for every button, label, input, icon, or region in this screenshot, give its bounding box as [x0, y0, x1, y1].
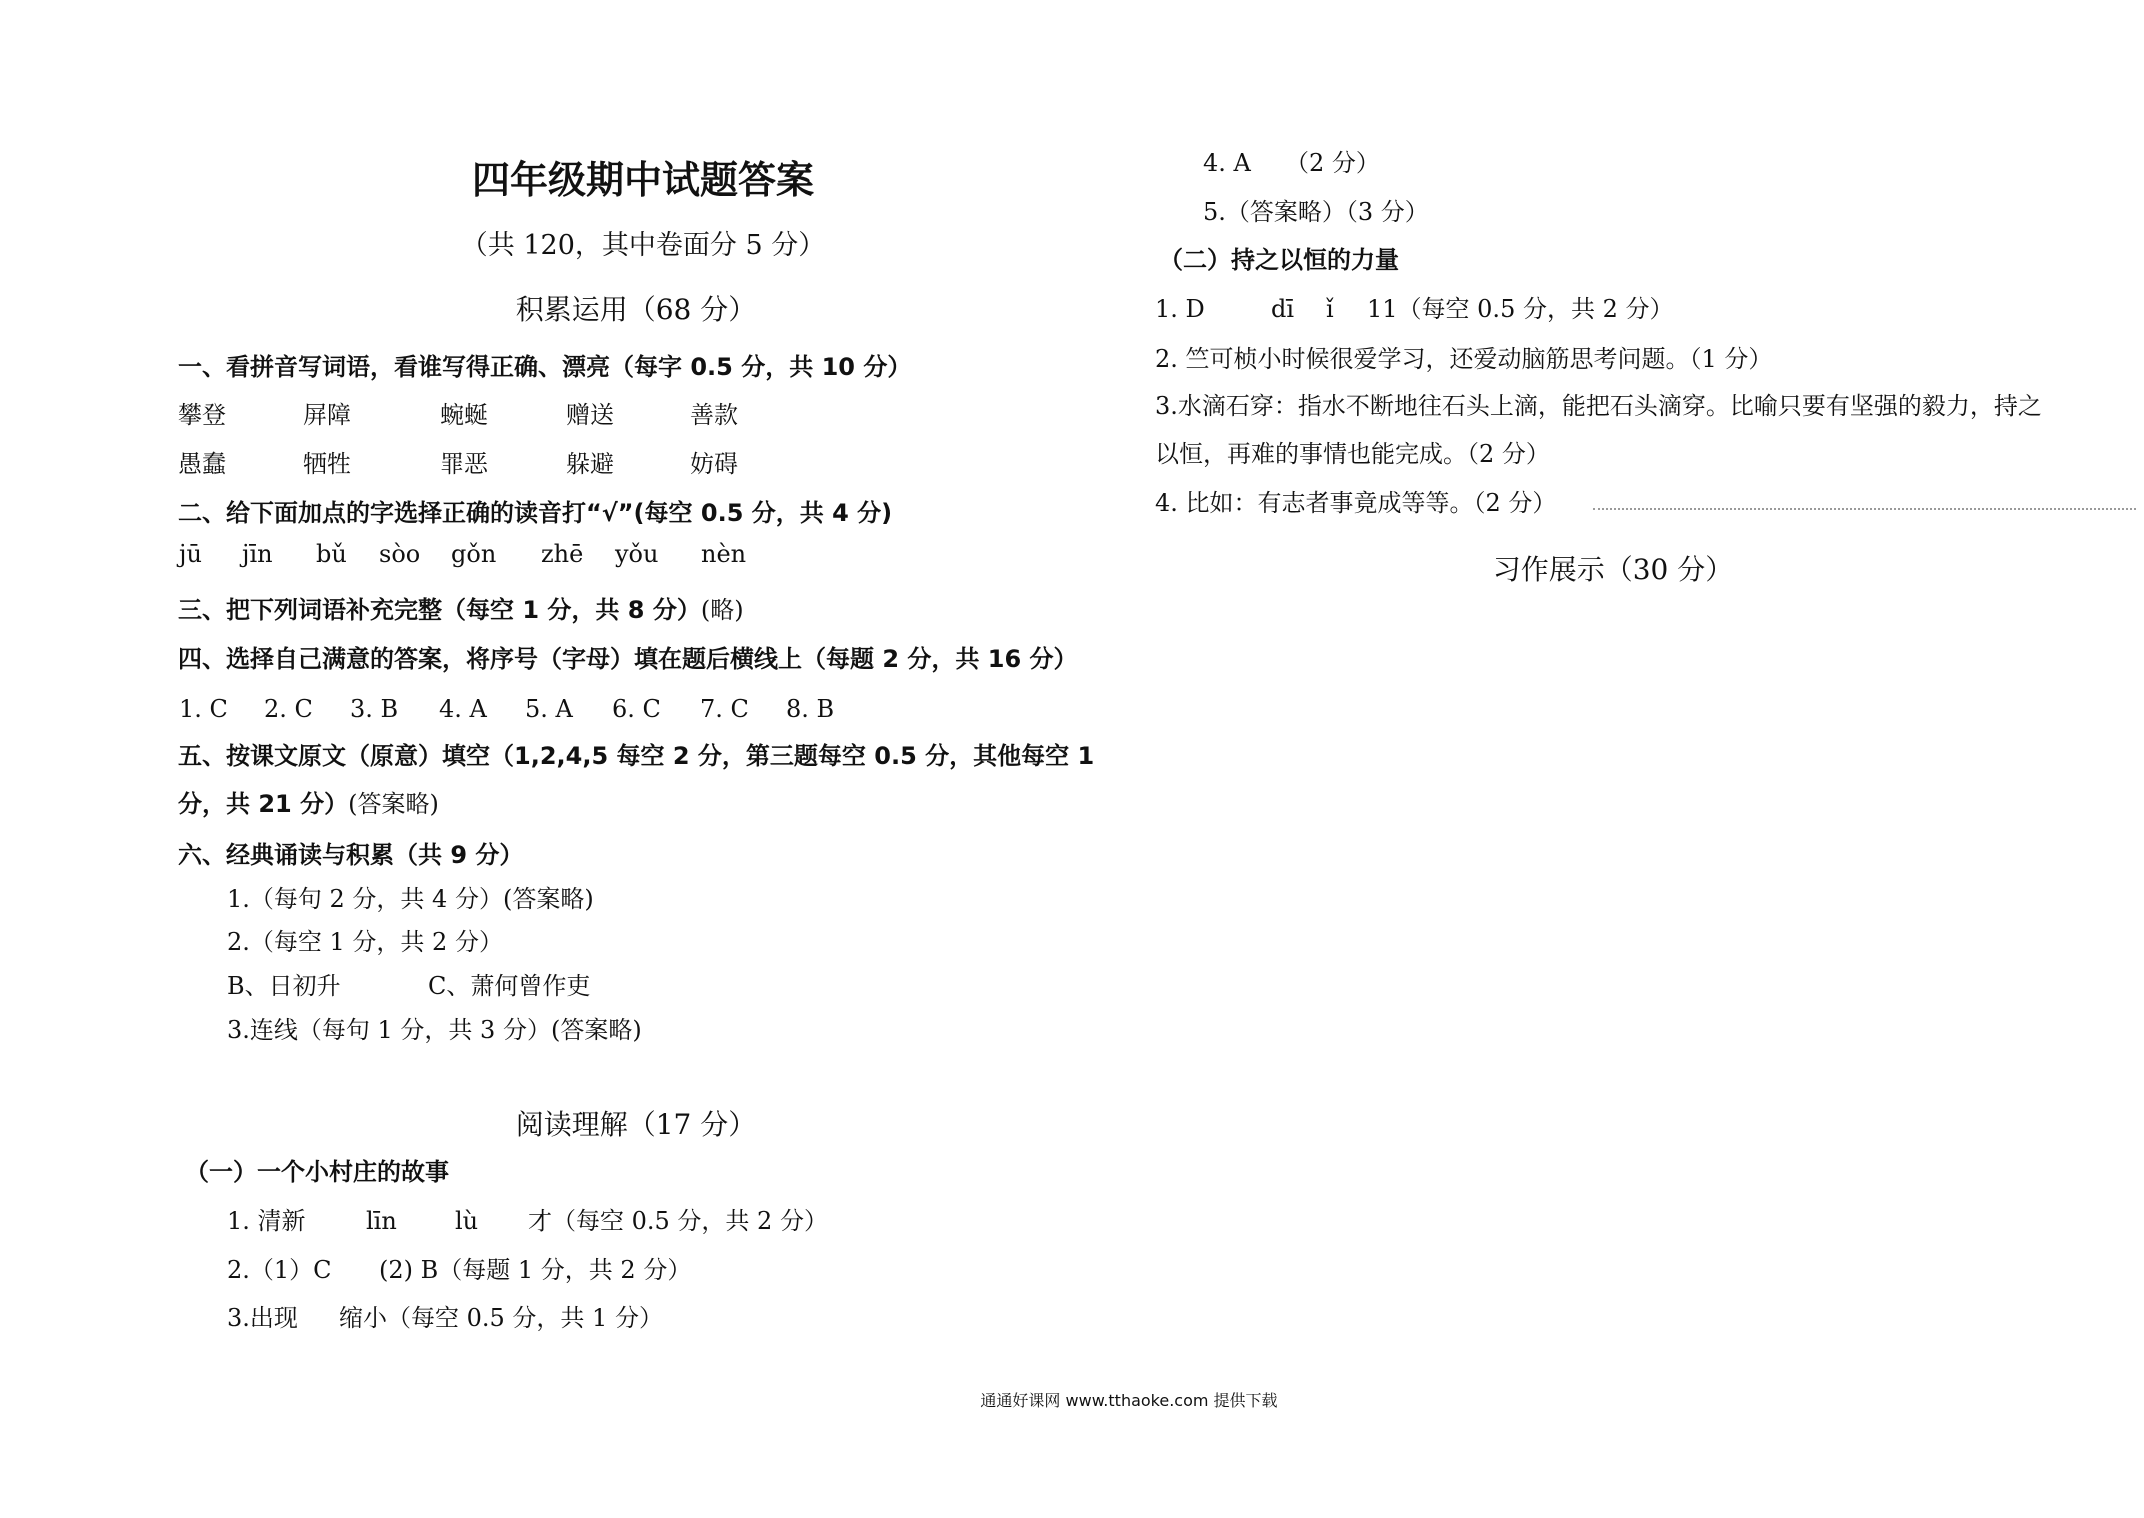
- q3-line: [178, 597, 744, 623]
- q2-pinyin: zhē: [541, 540, 584, 568]
- q2-pinyin: yǒu: [615, 540, 659, 568]
- q6-heading: 六、经典诵读与积累（共 9 分）: [178, 841, 524, 869]
- q1-word: 屏障: [303, 401, 351, 429]
- section-title-writing: 习作展示（30 分）: [1492, 553, 1734, 586]
- document-title: 四年级期中试题答案: [471, 157, 815, 202]
- q2-pinyin: bǔ: [316, 540, 347, 568]
- q4-answer: 5. A: [525, 695, 573, 723]
- q4-answer: 7. C: [700, 695, 749, 723]
- passage1-item2-part: (2) B（每题 1 分，共 2 分）: [379, 1256, 692, 1284]
- q2-pinyin: gǒn: [451, 540, 497, 568]
- q4-answer: 4. A: [439, 695, 487, 723]
- q1-word: 牺牲: [303, 450, 351, 478]
- dotted-leader: [1593, 508, 2136, 510]
- section-title-reading: 阅读理解（17 分）: [515, 1108, 757, 1141]
- passage2-item1-part: ǐ: [1326, 295, 1334, 323]
- q6-item2: 2.（每空 1 分，共 2 分）: [227, 928, 503, 956]
- q1-word: 攀登: [178, 401, 226, 429]
- q4-answer: 3. B: [350, 695, 399, 723]
- passage1-item2-part: 2.（1）C: [227, 1256, 332, 1284]
- q3-note: (略): [700, 596, 744, 624]
- passage2-item4: 4. 比如：有志者事竟成等等。（2 分）: [1155, 489, 1557, 517]
- q4-heading: 四、选择自己满意的答案，将序号（字母）填在题后横线上（每题 2 分，共 16 分）: [178, 645, 1078, 673]
- q4-answer: 8. B: [786, 695, 835, 723]
- passage1-item3-part: 3.出现: [227, 1304, 298, 1332]
- q1-word: 蜿蜒: [440, 401, 488, 429]
- passage1-item1-part: 才（每空 0.5 分，共 2 分）: [528, 1207, 828, 1235]
- q2-pinyin: nèn: [701, 540, 747, 568]
- passage2-item1-part: 11（每空 0.5 分，共 2 分）: [1367, 295, 1674, 323]
- q1-heading: 一、看拼音写词语，看谁写得正确、漂亮（每字 0.5 分，共 10 分）: [178, 353, 912, 381]
- q5-note: (答案略): [348, 790, 439, 818]
- q4-answer: 2. C: [264, 695, 313, 723]
- q5-heading-line1: 五、按课文原文（原意）填空（1,2,4,5 每空 2 分，第三题每空 0.5 分，其他每空 1: [178, 742, 1095, 770]
- q2-pinyin: sòo: [379, 540, 421, 568]
- q1-word: 罪恶: [440, 450, 488, 478]
- q5-line2: [178, 791, 439, 817]
- passage2-item1-part: 1. D: [1155, 295, 1205, 323]
- passage2-item2: 2. 竺可桢小时候很爱学习，还爱动脑筋思考问题。（1 分）: [1155, 345, 1773, 373]
- section-title-accumulation: 积累运用（68 分）: [515, 293, 757, 326]
- passage1-item4-part: （2 分）: [1285, 149, 1380, 177]
- q2-heading: 二、给下面加点的字选择正确的读音打“√”(每空 0.5 分，共 4 分): [178, 499, 893, 527]
- q6-item2-answer: B、日初升: [227, 972, 341, 1000]
- passage1-heading: （一）一个小村庄的故事: [185, 1158, 449, 1186]
- q1-word: 愚蠢: [178, 450, 226, 478]
- q1-word: 赠送: [566, 401, 614, 429]
- passage1-item1-part: 1. 清新: [227, 1207, 306, 1235]
- passage2-heading: （二）持之以恒的力量: [1159, 246, 1399, 274]
- q1-word: 善款: [690, 401, 738, 429]
- passage1-item1-part: lù: [455, 1207, 479, 1235]
- passage1-item5: 5.（答案略）（3 分）: [1203, 198, 1429, 226]
- q4-answer: 6. C: [612, 695, 661, 723]
- q4-answer: 1. C: [179, 695, 228, 723]
- q3-heading: 三、把下列词语补充完整（每空 1 分，共 8 分）: [178, 596, 701, 624]
- q2-pinyin: jīn: [242, 540, 273, 568]
- q5-heading-line2: 分，共 21 分）: [178, 790, 349, 818]
- passage2-item1-part: dī: [1271, 295, 1295, 323]
- passage2-item3-line2: 以恒，再难的事情也能完成。（2 分）: [1155, 440, 1550, 468]
- q6-item2-answer: C、萧何曾作吏: [428, 972, 591, 1000]
- document-subtitle: （共 120，其中卷面分 5 分）: [460, 230, 826, 261]
- q2-pinyin: jū: [179, 540, 202, 568]
- footer-credit: 通通好课网 www.tthaoke.com 提供下载: [980, 1391, 1278, 1410]
- passage1-item4-part: 4. A: [1203, 149, 1251, 177]
- q6-item1: 1.（每句 2 分，共 4 分）(答案略): [227, 885, 594, 913]
- q1-word: 妨碍: [690, 450, 738, 478]
- q1-word: 躲避: [566, 450, 614, 478]
- passage1-item3-part: 缩小（每空 0.5 分，共 1 分）: [339, 1304, 663, 1332]
- passage1-item1-part: līn: [366, 1207, 397, 1235]
- q6-item3: 3.连线（每句 1 分，共 3 分）(答案略): [227, 1016, 642, 1044]
- passage2-item3-line1: 3.水滴石穿：指水不断地往石头上滴，能把石头滴穿。比喻只要有坚强的毅力，持之: [1155, 392, 2042, 420]
